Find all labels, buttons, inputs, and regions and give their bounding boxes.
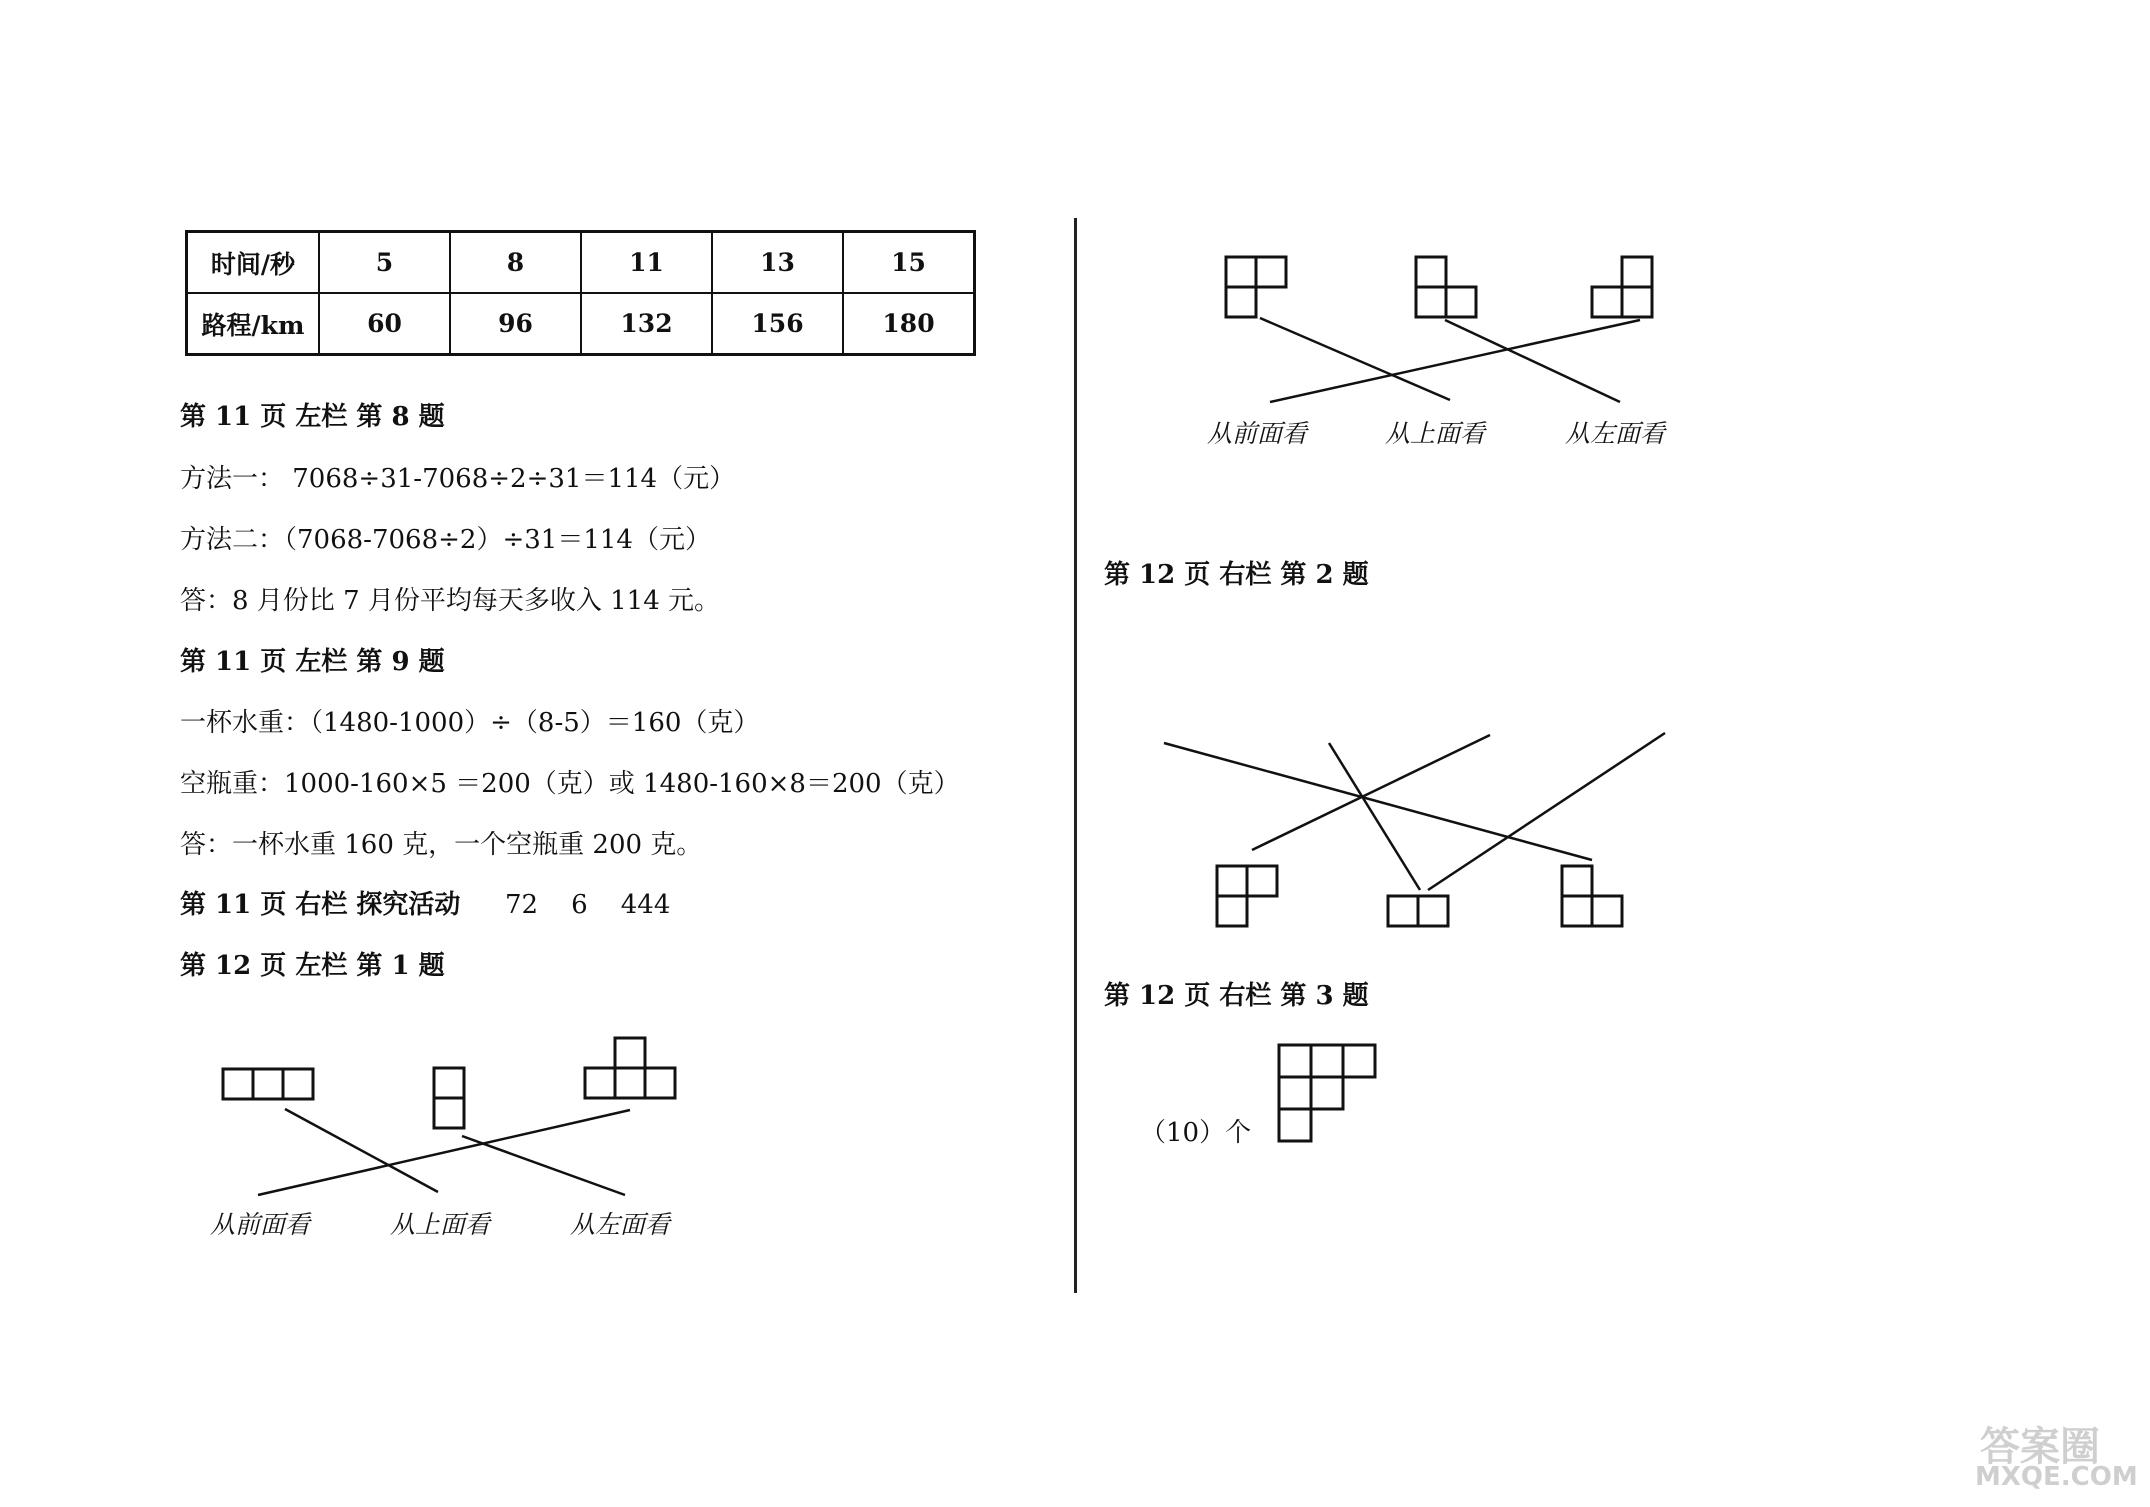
table-cell: 15 — [843, 232, 975, 294]
row-header-distance: 路程/km — [187, 293, 320, 355]
table-cell: 132 — [581, 293, 712, 355]
section-heading: 第 11 页 左栏 第 9 题 — [180, 647, 445, 677]
solution-line: 方法二：（7068-7068÷2）÷31＝114（元） — [180, 525, 711, 555]
watermark-logo: 答案圈 — [1980, 1424, 2100, 1470]
solution-line: 方法一： 7068÷31-7068÷2÷31＝114（元） — [180, 464, 736, 494]
explore-values: 72 6 444 — [505, 890, 671, 920]
solution-line: 一杯水重：（1480-1000）÷（8-5）＝160（克） — [180, 708, 760, 738]
answer-count: （10）个 — [1140, 1118, 1252, 1148]
section-heading: 第 12 页 左栏 第 1 题 — [180, 951, 445, 981]
table-cell: 13 — [712, 232, 843, 294]
watermark-url: MXQE.COM — [1975, 1462, 2138, 1492]
table-cell: 60 — [319, 293, 450, 355]
view-label-top: 从上面看 — [390, 1210, 491, 1239]
section-heading: 第 12 页 右栏 第 3 题 — [1104, 981, 1369, 1011]
answer-line: 答：8 月份比 7 月份平均每天多收入 114 元。 — [180, 586, 721, 616]
row-header-time: 时间/秒 — [187, 232, 320, 294]
table-cell: 156 — [712, 293, 843, 355]
view-label-front: 从前面看 — [210, 1210, 311, 1239]
answer-line: 答：一杯水重 160 克，一个空瓶重 200 克。 — [180, 830, 703, 860]
table-cell: 11 — [581, 232, 712, 294]
section-heading: 第 11 页 右栏 探究活动 — [180, 890, 461, 920]
section-heading: 第 11 页 左栏 第 8 题 — [180, 402, 445, 432]
table-cell: 8 — [450, 232, 581, 294]
solution-line: 空瓶重：1000-160×5 ＝200（克）或 1480-160×8＝200（克） — [180, 769, 960, 799]
view-label-left: 从左面看 — [570, 1210, 671, 1239]
view-label-top: 从上面看 — [1385, 419, 1486, 448]
table-cell: 5 — [319, 232, 450, 294]
view-label-front: 从前面看 — [1207, 419, 1308, 448]
view-label-left: 从左面看 — [1565, 419, 1666, 448]
table-cell: 180 — [843, 293, 975, 355]
section-heading: 第 12 页 右栏 第 2 题 — [1104, 560, 1369, 590]
table-cell: 96 — [450, 293, 581, 355]
